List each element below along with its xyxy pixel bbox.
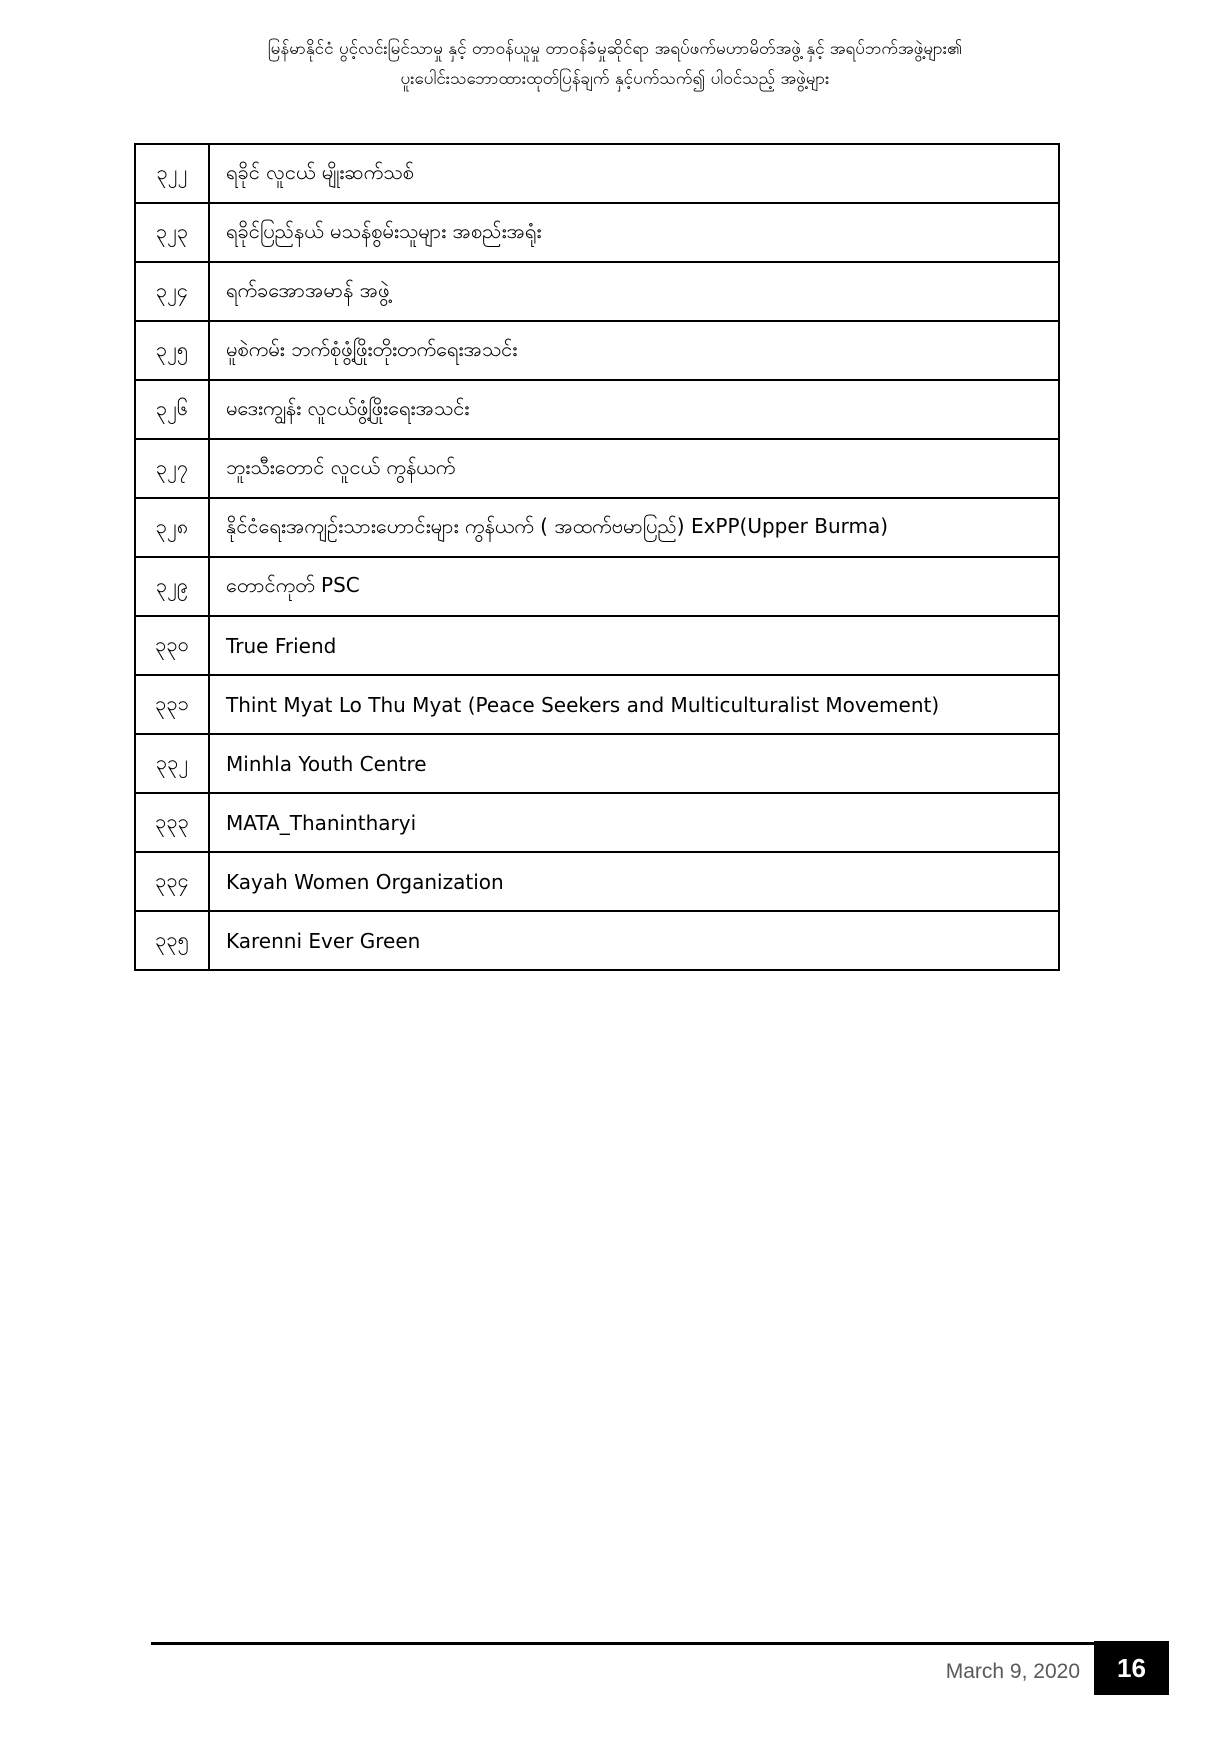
organization-name: Karenni Ever Green xyxy=(209,911,1059,970)
table-row xyxy=(135,675,1059,734)
organization-name: နိုင်ငံရေးအကျဉ်းသားဟောင်းများ ကွန်ယက် ( အထက်ဗမာပြည်) ExPP(Upper Burma) xyxy=(209,498,1059,557)
row-number: ၃၃၂ xyxy=(135,734,209,793)
row-number: ၃၂၂ xyxy=(135,144,209,203)
table-row xyxy=(135,203,1059,262)
organization-name: ရခိုင်ပြည်နယ် မသန်စွမ်းသူများ အစည်းအရုံး xyxy=(209,203,1059,262)
row-number: ၃၂၄ xyxy=(135,262,209,321)
row-number: ၃၂၃ xyxy=(135,203,209,262)
footer-date: March 9, 2020 xyxy=(945,1660,1080,1683)
table-row xyxy=(135,852,1059,911)
footer-divider xyxy=(151,1642,1096,1645)
table-row xyxy=(135,498,1059,557)
table-row xyxy=(135,911,1059,970)
row-number: ၃၂၆ xyxy=(135,380,209,439)
organization-name: ရက်ခအောအမာန် အဖွဲ့ xyxy=(209,262,1059,321)
organization-name: True Friend xyxy=(209,616,1059,675)
row-number: ၃၂၇ xyxy=(135,439,209,498)
table-row xyxy=(135,144,1059,203)
organization-name: Kayah Women Organization xyxy=(209,852,1059,911)
organization-name: Minhla Youth Centre xyxy=(209,734,1059,793)
organizations-table xyxy=(134,143,1060,971)
organization-name: Thint Myat Lo Thu Myat (Peace Seekers and Multiculturalist Movement) xyxy=(209,675,1059,734)
organization-name: မူစဲကမ်း ဘက်စုံဖွံ့ဖြိုးတိုးတက်ရေးအသင်း xyxy=(209,321,1059,380)
table-row xyxy=(135,380,1059,439)
table-row xyxy=(135,262,1059,321)
row-number: ၃၃၄ xyxy=(135,852,209,911)
row-number: ၃၂၉ xyxy=(135,557,209,616)
table-row xyxy=(135,439,1059,498)
row-number: ၃၃၁ xyxy=(135,675,209,734)
table-row xyxy=(135,734,1059,793)
table-row xyxy=(135,793,1059,852)
page-header xyxy=(0,34,1230,94)
organization-name: MATA_Thanintharyi xyxy=(209,793,1059,852)
row-number: ၃၃၀ xyxy=(135,616,209,675)
table-row xyxy=(135,616,1059,675)
row-number: ၃၂၈ xyxy=(135,498,209,557)
organization-name: မဒေးကျွန်း လူငယ်ဖွံ့ဖြိုးရေးအသင်း xyxy=(209,380,1059,439)
organization-name: ဘူးသီးတောင် လူငယ် ကွန်ယက် xyxy=(209,439,1059,498)
table-row xyxy=(135,321,1059,380)
row-number: ၃၂၅ xyxy=(135,321,209,380)
table-row xyxy=(135,557,1059,616)
organization-name: တောင်ကုတ် PSC xyxy=(209,557,1059,616)
page-number: 16 xyxy=(1094,1641,1169,1695)
header-line-1: မြန်မာနိုင်ငံ ပွင့်လင်းမြင်သာမှု နှင့် တာဝန်ယူမှု တာဝန်ခံမှုဆိုင်ရာ အရပ်ဖက်မဟာမိတ်အဖွဲ့ နှင့် အရပ်ဘက်အဖွဲ့များ၏ xyxy=(267,39,963,59)
header-line-2: ပူးပေါင်းသဘောထားထုတ်ပြန်ချက် နှင့်ပက်သက်၍ ပါဝင်သည့် အဖွဲ့များ xyxy=(400,69,830,89)
organization-name: ရခိုင် လူငယ် မျိုးဆက်သစ် xyxy=(209,144,1059,203)
row-number: ၃၃၃ xyxy=(135,793,209,852)
row-number: ၃၃၅ xyxy=(135,911,209,970)
